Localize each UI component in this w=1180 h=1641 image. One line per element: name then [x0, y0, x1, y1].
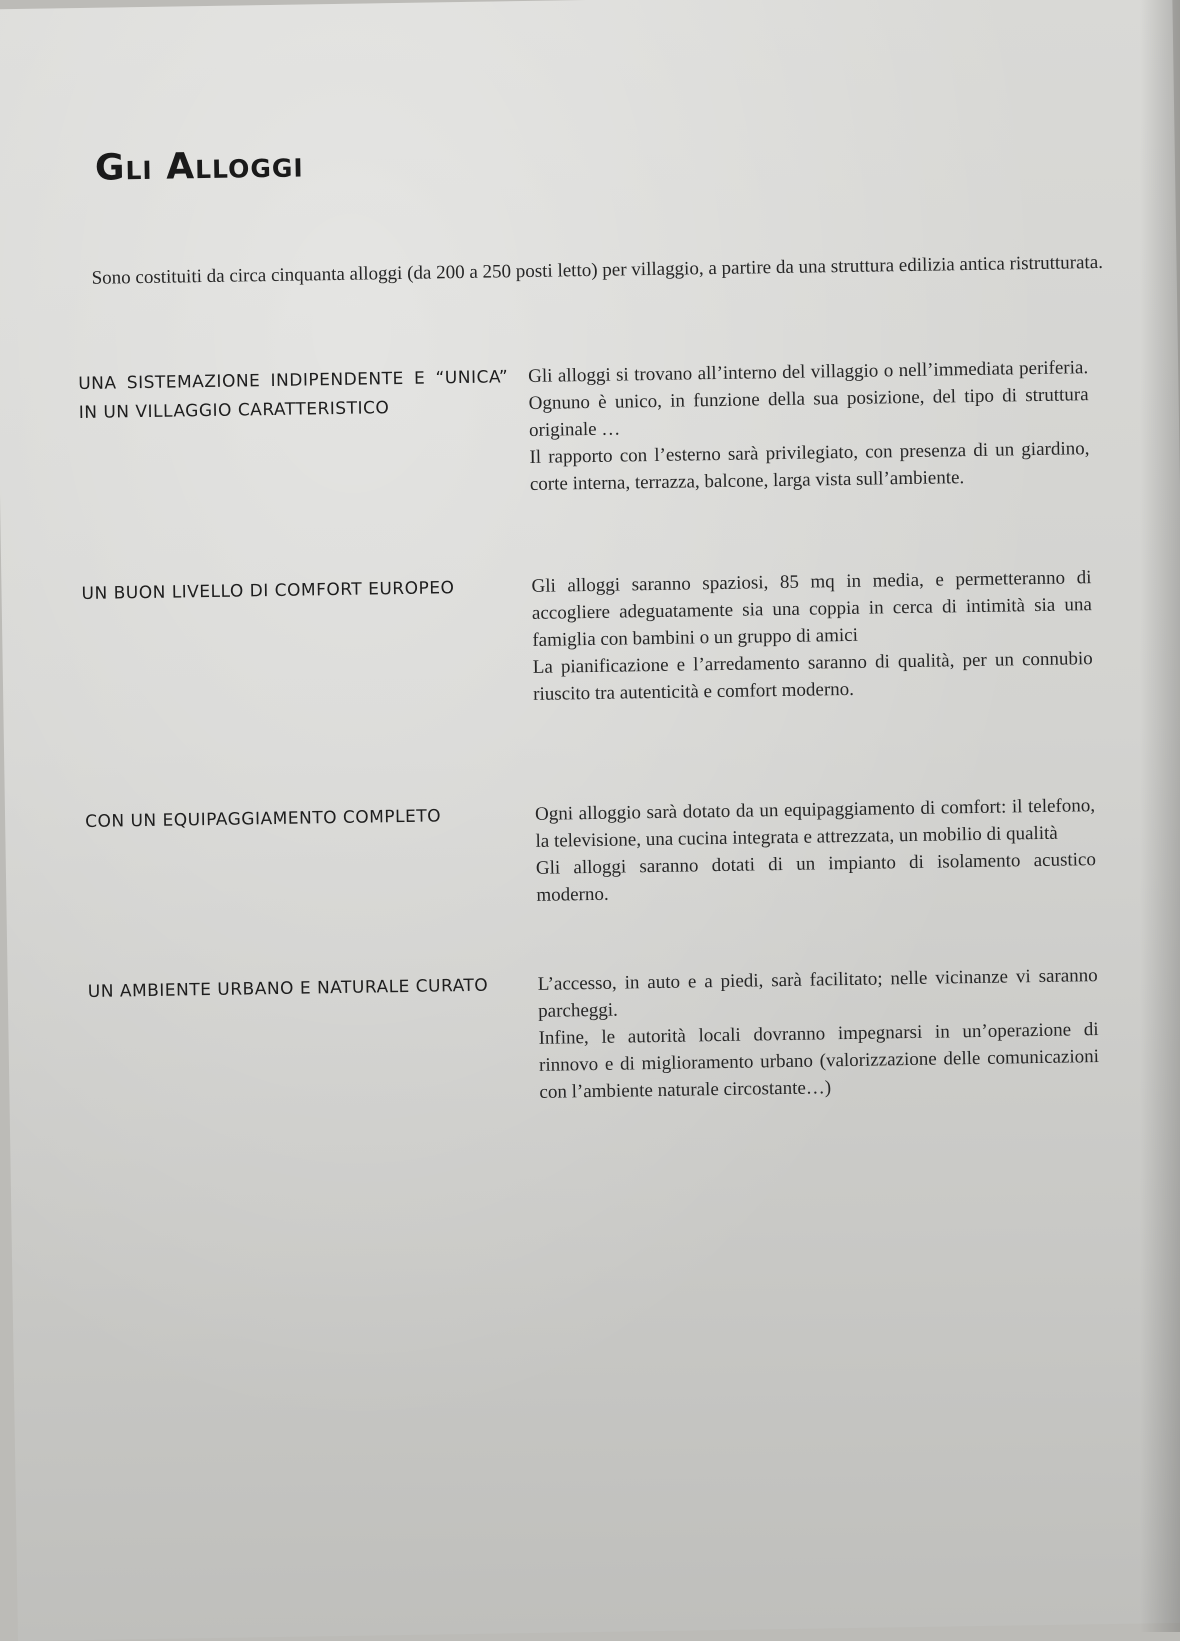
section-heading: CON UN EQUIPAGGIAMENTO COMPLETO [85, 806, 442, 832]
section-heading: UN BUON LIVELLO DI COMFORT EUROPEO [81, 578, 455, 604]
section-paragraph: Infine, le autorità locali dovranno impegnarsi in un’operazione di rinnovo e di miglioramento urbano (valorizzazione delle comunicazioni con l’ambiente naturale circostante…) [538, 1019, 1100, 1103]
section-paragraph: Gli alloggi saranno dotati di un impianto di isolamento acustico moderno. [535, 849, 1097, 906]
section-description [528, 354, 1090, 498]
intro-paragraph: Sono costituiti da circa cinquanta alloggi (da 200 a 250 posti letto) per villaggio, a partire da una struttura edilizia antica ristrutturata. [91, 251, 1104, 289]
section-description [531, 564, 1093, 708]
section-description [535, 792, 1097, 909]
section-description [538, 962, 1100, 1106]
section-row [85, 792, 1115, 906]
section-heading: UNA SISTEMAZIONE INDIPENDENTE E “UNICA” IN UN VILLAGGIO CARATTERISTICO [78, 367, 509, 424]
section-paragraph: Ogni alloggio sarà dotato da un equipaggiamento di comfort: il telefono, la televisione, una cucina integrata e attrezzata, un mobilio di qualità [534, 795, 1096, 852]
section-paragraph: Il rapporto con l’esterno sarà privilegiato, con presenza di un giardino, corte interna, terrazza, balcone, larga vista sull’ambiente. [529, 438, 1090, 495]
page-title: Gli Alloggi [94, 144, 304, 189]
section-row [81, 564, 1111, 705]
page-edge-shadow [1140, 0, 1180, 1632]
section-heading: UN AMBIENTE URBANO E NATURALE CURATO [87, 975, 489, 1002]
section-row [78, 354, 1108, 495]
section-row [87, 962, 1118, 1103]
section-paragraph: La pianificazione e l’arredamento saranno di qualità, per un connubio riuscito tra autenticità e comfort moderno. [532, 648, 1093, 705]
section-paragraph: Gli alloggi saranno spaziosi, 85 mq in media, e permetteranno di accogliere adeguatamente sia una coppia in cerca di intimità sia una famiglia con bambini o un gruppo di amici [531, 567, 1093, 651]
section-paragraph: L’accesso, in auto e a piedi, sarà facilitato; nelle vicinanze vi saranno parcheggi. [537, 965, 1098, 1022]
section-paragraph: Gli alloggi si trovano all’interno del villaggio o nell’immediata periferia. Ognuno è unico, in funzione della sua posizione, del tipo di struttura originale … [528, 357, 1089, 441]
